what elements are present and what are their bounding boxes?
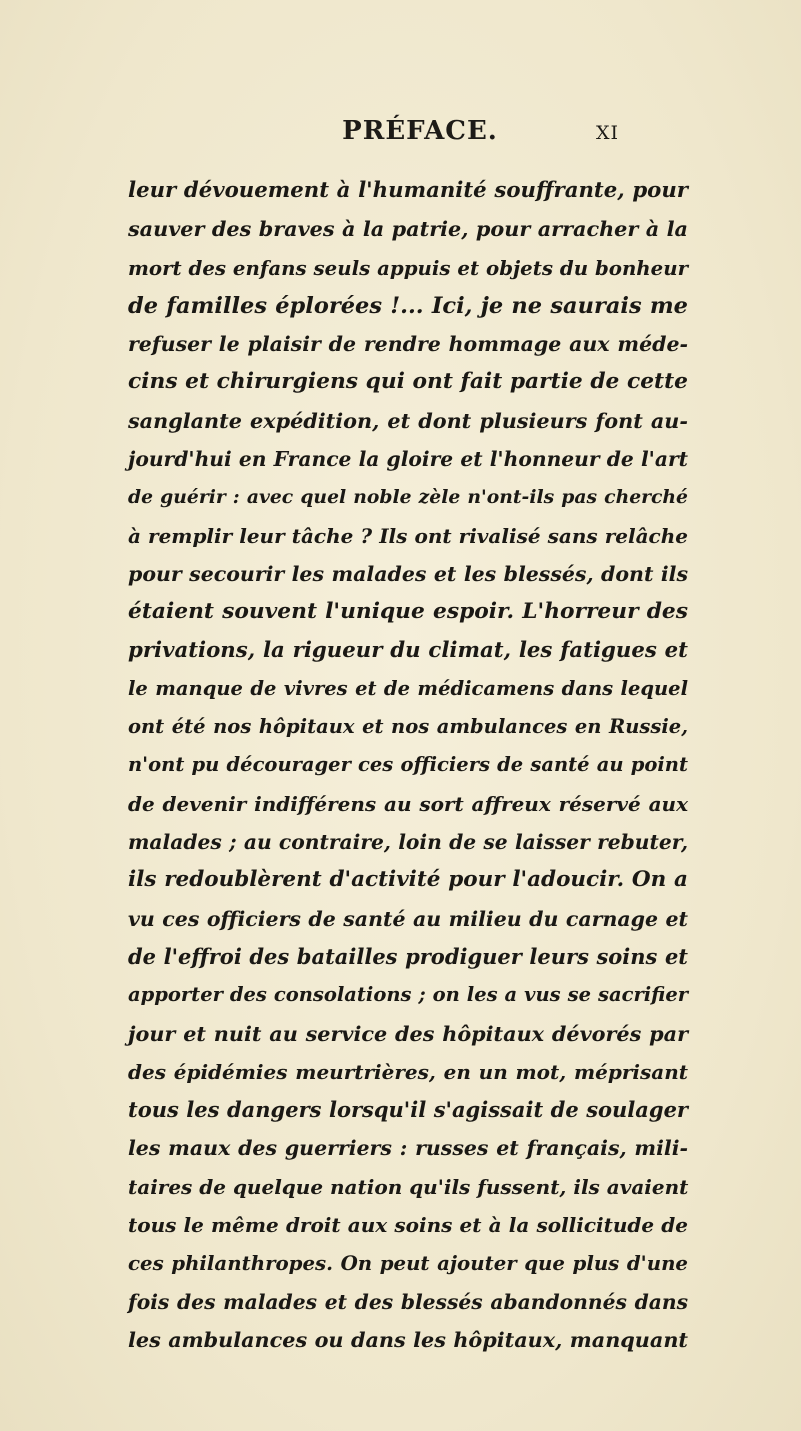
text-line: refuser le plaisir de rendre hommage aux méde- — [128, 332, 688, 357]
running-title: PRÉFACE. — [342, 116, 498, 146]
page-number: XI — [596, 122, 620, 144]
text-line: pour secourir les malades et les blessés, dont ils — [128, 561, 688, 586]
text-line: étaient souvent l'unique espoir. L'horreur des — [128, 599, 688, 625]
text-line: cins et chirurgiens qui ont fait partie de cette — [128, 369, 688, 395]
text-line: de l'effroi des batailles prodiguer leurs soins et — [128, 943, 688, 969]
text-line: tous les dangers lorsqu'il s'agissait de soulager — [128, 1097, 688, 1123]
text-line: de guérir : avec quel noble zèle n'ont-ils pas cherché — [128, 486, 688, 509]
text-line: des épidémies meurtrières, en un mot, méprisant — [128, 1059, 688, 1084]
text-line: de devenir indifférens au sort affreux réservé aux — [128, 791, 688, 816]
text-line: vu ces officiers de santé au milieu du carnage et — [128, 906, 688, 931]
text-line: ces philanthropes. On peut ajouter que plus d'une — [128, 1251, 688, 1276]
text-line: malades ; au contraire, loin de se laisser rebuter, — [128, 830, 688, 855]
body-text — [128, 172, 688, 1359]
text-line: leur dévouement à l'humanité souffrante, pour — [128, 178, 688, 203]
text-line: ils redoublèrent d'activité pour l'adoucir. On a — [128, 867, 688, 893]
text-line: fois des malades et des blessés abandonnés dans — [128, 1289, 688, 1314]
text-line: mort des enfans seuls appuis et objets du bonheur — [128, 255, 688, 280]
text-line: jourd'hui en France la gloire et l'honneur de l'art — [128, 447, 688, 472]
text-line: privations, la rigueur du climat, les fatigues et — [128, 637, 688, 663]
text-line: à remplir leur tâche ? Ils ont rivalisé sans relâche — [128, 523, 688, 548]
text-line: sanglante expédition, et dont plusieurs font au- — [128, 408, 688, 433]
text-line: taires de quelque nation qu'ils fussent, ils avaient — [128, 1174, 689, 1199]
text-line: les ambulances ou dans les hôpitaux, manquant — [128, 1327, 688, 1352]
text-line: sauver des braves à la patrie, pour arracher à la — [128, 217, 688, 242]
text-line: tous le même droit aux soins et à la sollicitude de — [128, 1213, 688, 1238]
text-line: jour et nuit au service des hôpitaux dévorés par — [128, 1021, 688, 1046]
text-line: apporter des consolations ; on les a vus se sacrifier — [128, 983, 688, 1007]
text-line: ont été nos hôpitaux et nos ambulances en Russie, — [128, 715, 688, 739]
page-header — [0, 116, 801, 150]
text-line: les maux des guerriers : russes et français, mili- — [128, 1136, 688, 1161]
text-line: le manque de vivres et de médicamens dans lequel — [128, 676, 688, 700]
text-line: n'ont pu décourager ces officiers de santé au point — [128, 753, 688, 777]
text-line: de familles éplorées !... Ici, je ne saurais me — [128, 292, 688, 319]
